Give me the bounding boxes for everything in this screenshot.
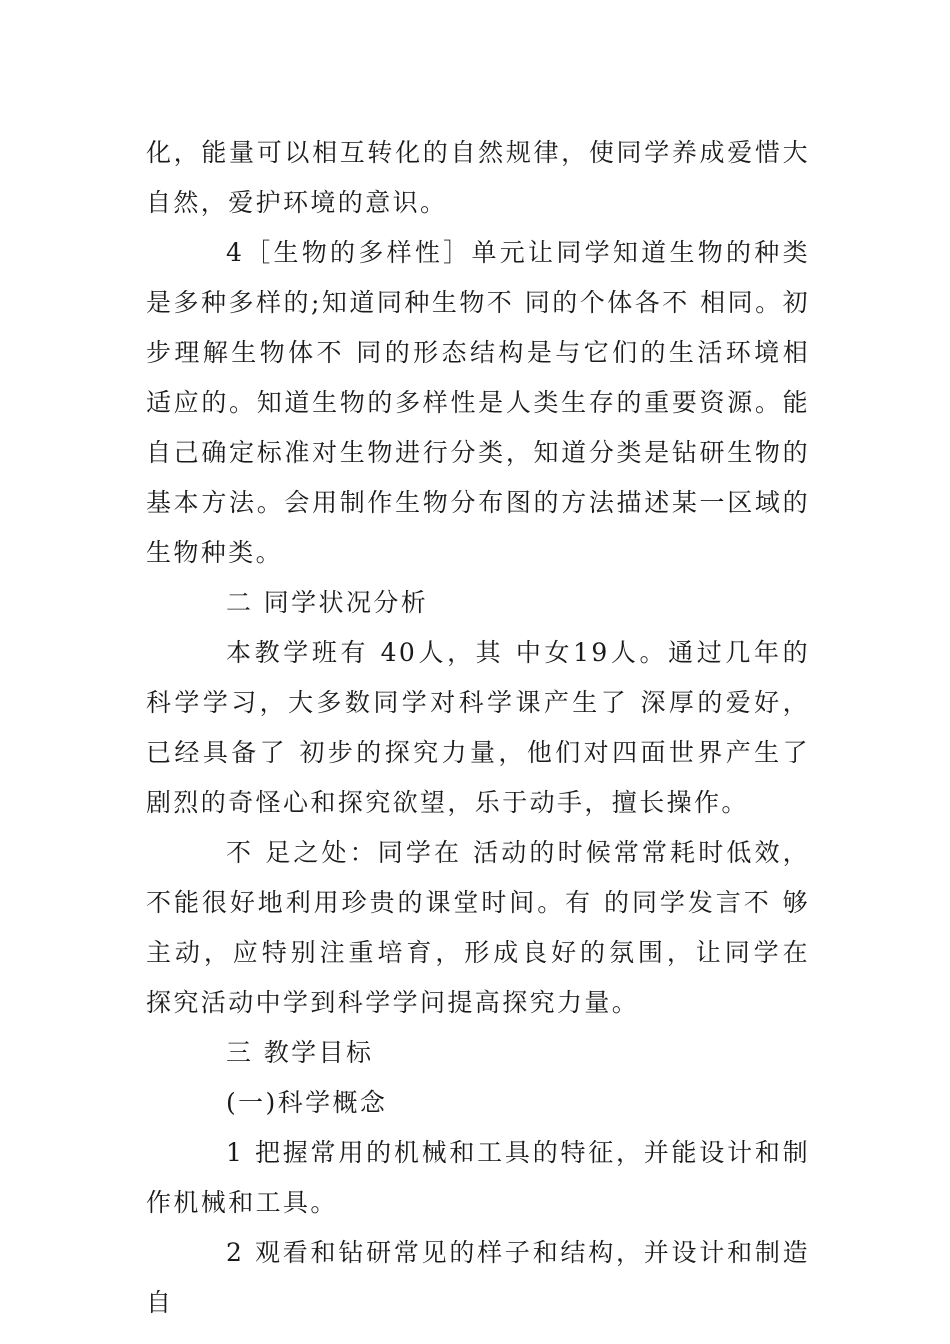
document-body xyxy=(146,128,821,1328)
paragraph-shortcomings: 不 足之处：同学在 活动的时候常常耗时低效，不能很好地利用珍贵的课堂时间。有 的同学发言不 够主动，应特别注重培育，形成良好的氛围，让同学在 探究活动中学到科学学问提高探究力量。 xyxy=(146,838,821,1017)
list-item-1: 1 把握常用的机械和工具的特征，并能设计和制作机械和工具。 xyxy=(146,1138,810,1217)
paragraph-class-info: 本教学班有 40人，其 中女19人。通过几年的科学学习，大多数同学对科学课产生了 深厚的爱好，已经具备了 初步的探究力量，他们对四面世界产生了 剧烈的奇怪心和探究欲望，乐于动手，擅长操作。 xyxy=(146,638,821,817)
section-heading-student-analysis: 二 同学状况分析 xyxy=(226,588,429,617)
list-item-2: 2 观看和钻研常见的样子和结构，并设计和制造自 xyxy=(146,1238,810,1317)
paragraph-biodiversity-unit: 4［生物的多样性］单元让同学知道生物的种类是多种多样的;知道同种生物不 同的个体各不 相同。初步理解生物体不 同的形态结构是与它们的生活环境相适应的。知道生物的多样性是人类生存的重要资源。能自己确定标准对生物进行分类，知道分类是钻研生物的基本方法。会用制作生物分布图的方法描述某一区域的生物种类。 xyxy=(146,238,810,567)
section-heading-teaching-goals: 三 教学目标 xyxy=(226,1038,374,1067)
subsection-heading-science-concepts: (一)科学概念 xyxy=(226,1088,388,1117)
paragraph-continuation: 化，能量可以相互转化的自然规律，使同学养成爱惜大自然，爱护环境的意识。 xyxy=(146,138,810,217)
